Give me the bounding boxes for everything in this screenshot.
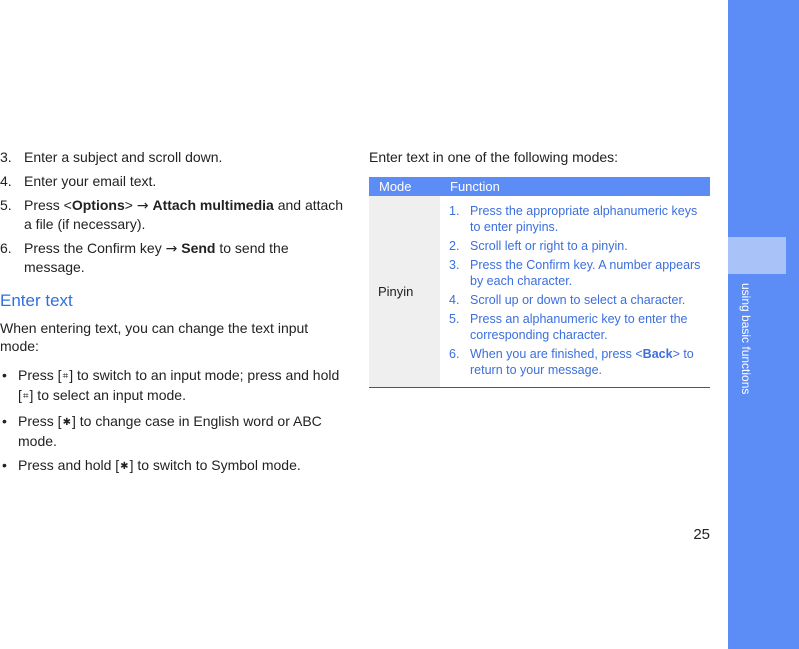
step-text: Enter a subject and scroll down.	[24, 149, 223, 165]
step-text-pre: Press the Confirm key	[24, 240, 166, 256]
function-step	[449, 346, 710, 378]
function-step	[449, 257, 710, 289]
step-number: 4.	[0, 173, 12, 189]
step-number: 5.	[0, 197, 12, 213]
step-text-pre: When you are finished, press <	[470, 347, 643, 361]
options-softkey-label: Options	[71, 197, 125, 213]
function-step	[449, 203, 710, 235]
modes-intro: Enter text in one of the following modes:	[369, 149, 619, 165]
hash-key-icon: ⌗	[22, 391, 29, 402]
step-4	[0, 172, 345, 190]
step-5	[0, 196, 345, 233]
step-text: Scroll left or right to a pinyin.	[470, 239, 628, 253]
bullet-item	[0, 412, 345, 450]
bullet-text: Press [	[18, 367, 62, 383]
arrow-icon: →	[136, 198, 149, 214]
star-key-icon: ✱	[120, 461, 129, 472]
step-6	[0, 239, 345, 276]
section-heading: Enter text	[0, 291, 73, 310]
step-text: Press an alphanumeric key to enter the corresponding character.	[470, 312, 688, 342]
bullet-text: ] to switch to an input mode; press and hold [	[18, 367, 340, 403]
bullet-dot: •	[2, 457, 7, 473]
bullet-text: Press [	[18, 413, 62, 429]
step-text-post: > to return to your message.	[470, 347, 694, 377]
attach-multimedia-label: Attach multimedia	[152, 197, 274, 213]
step-number: 3.	[449, 258, 460, 272]
table-row	[369, 196, 710, 388]
function-step	[449, 311, 710, 343]
step-number: 5.	[449, 312, 460, 326]
bullet-item	[0, 366, 345, 406]
hash-key-icon: ⌗	[62, 371, 69, 382]
bullet-dot: •	[2, 413, 7, 429]
function-step	[449, 292, 710, 308]
back-softkey-label: Back	[642, 347, 673, 361]
table-header-row	[369, 177, 710, 196]
step-number: 2.	[449, 239, 460, 253]
intro-paragraph: When entering text, you can change the text input mode:	[0, 320, 309, 354]
bullet-text: Press and hold [	[18, 457, 120, 473]
arrow-icon: →	[165, 241, 178, 257]
section-tab	[728, 237, 786, 274]
step-text-mid: >	[124, 197, 137, 213]
step-number: 6.	[0, 240, 12, 256]
step-text: Enter your email text.	[24, 173, 157, 189]
input-modes-table	[369, 177, 710, 388]
bullet-dot: •	[2, 367, 7, 383]
section-label: using basic functions	[739, 283, 753, 395]
right-column	[369, 148, 711, 388]
function-cell	[440, 196, 710, 388]
step-text-pre: Press <	[24, 197, 72, 213]
step-3	[0, 148, 345, 166]
function-step	[449, 238, 710, 254]
step-number: 4.	[449, 293, 460, 307]
step-text: Press the Confirm key. A number appears by each character.	[470, 258, 701, 288]
step-number: 6.	[449, 347, 460, 361]
step-number: 3.	[0, 149, 12, 165]
left-column	[0, 148, 345, 482]
step-number: 1.	[449, 204, 460, 218]
bullet-item	[0, 456, 345, 476]
function-steps	[449, 203, 710, 378]
step-text: Press the appropriate alphanumeric keys to enter pinyins.	[470, 204, 698, 234]
function-column-header: Function	[440, 177, 710, 196]
bullet-list	[0, 366, 345, 476]
bullet-text: ] to change case in English word or ABC mode.	[18, 413, 322, 449]
step-text-post: to send the message.	[24, 240, 289, 275]
mode-column-header: Mode	[369, 177, 440, 196]
bullet-text: ] to select an input mode.	[29, 387, 186, 403]
step-text: Scroll up or down to select a character.	[470, 293, 686, 307]
star-key-icon: ✱	[62, 417, 71, 428]
step-list	[0, 148, 345, 276]
mode-cell: Pinyin	[369, 196, 440, 388]
page-number: 25	[693, 526, 710, 543]
send-label: Send	[181, 240, 216, 256]
bullet-text: ] to switch to Symbol mode.	[129, 457, 301, 473]
step-text-post: and attach a file (if necessary).	[24, 197, 344, 232]
